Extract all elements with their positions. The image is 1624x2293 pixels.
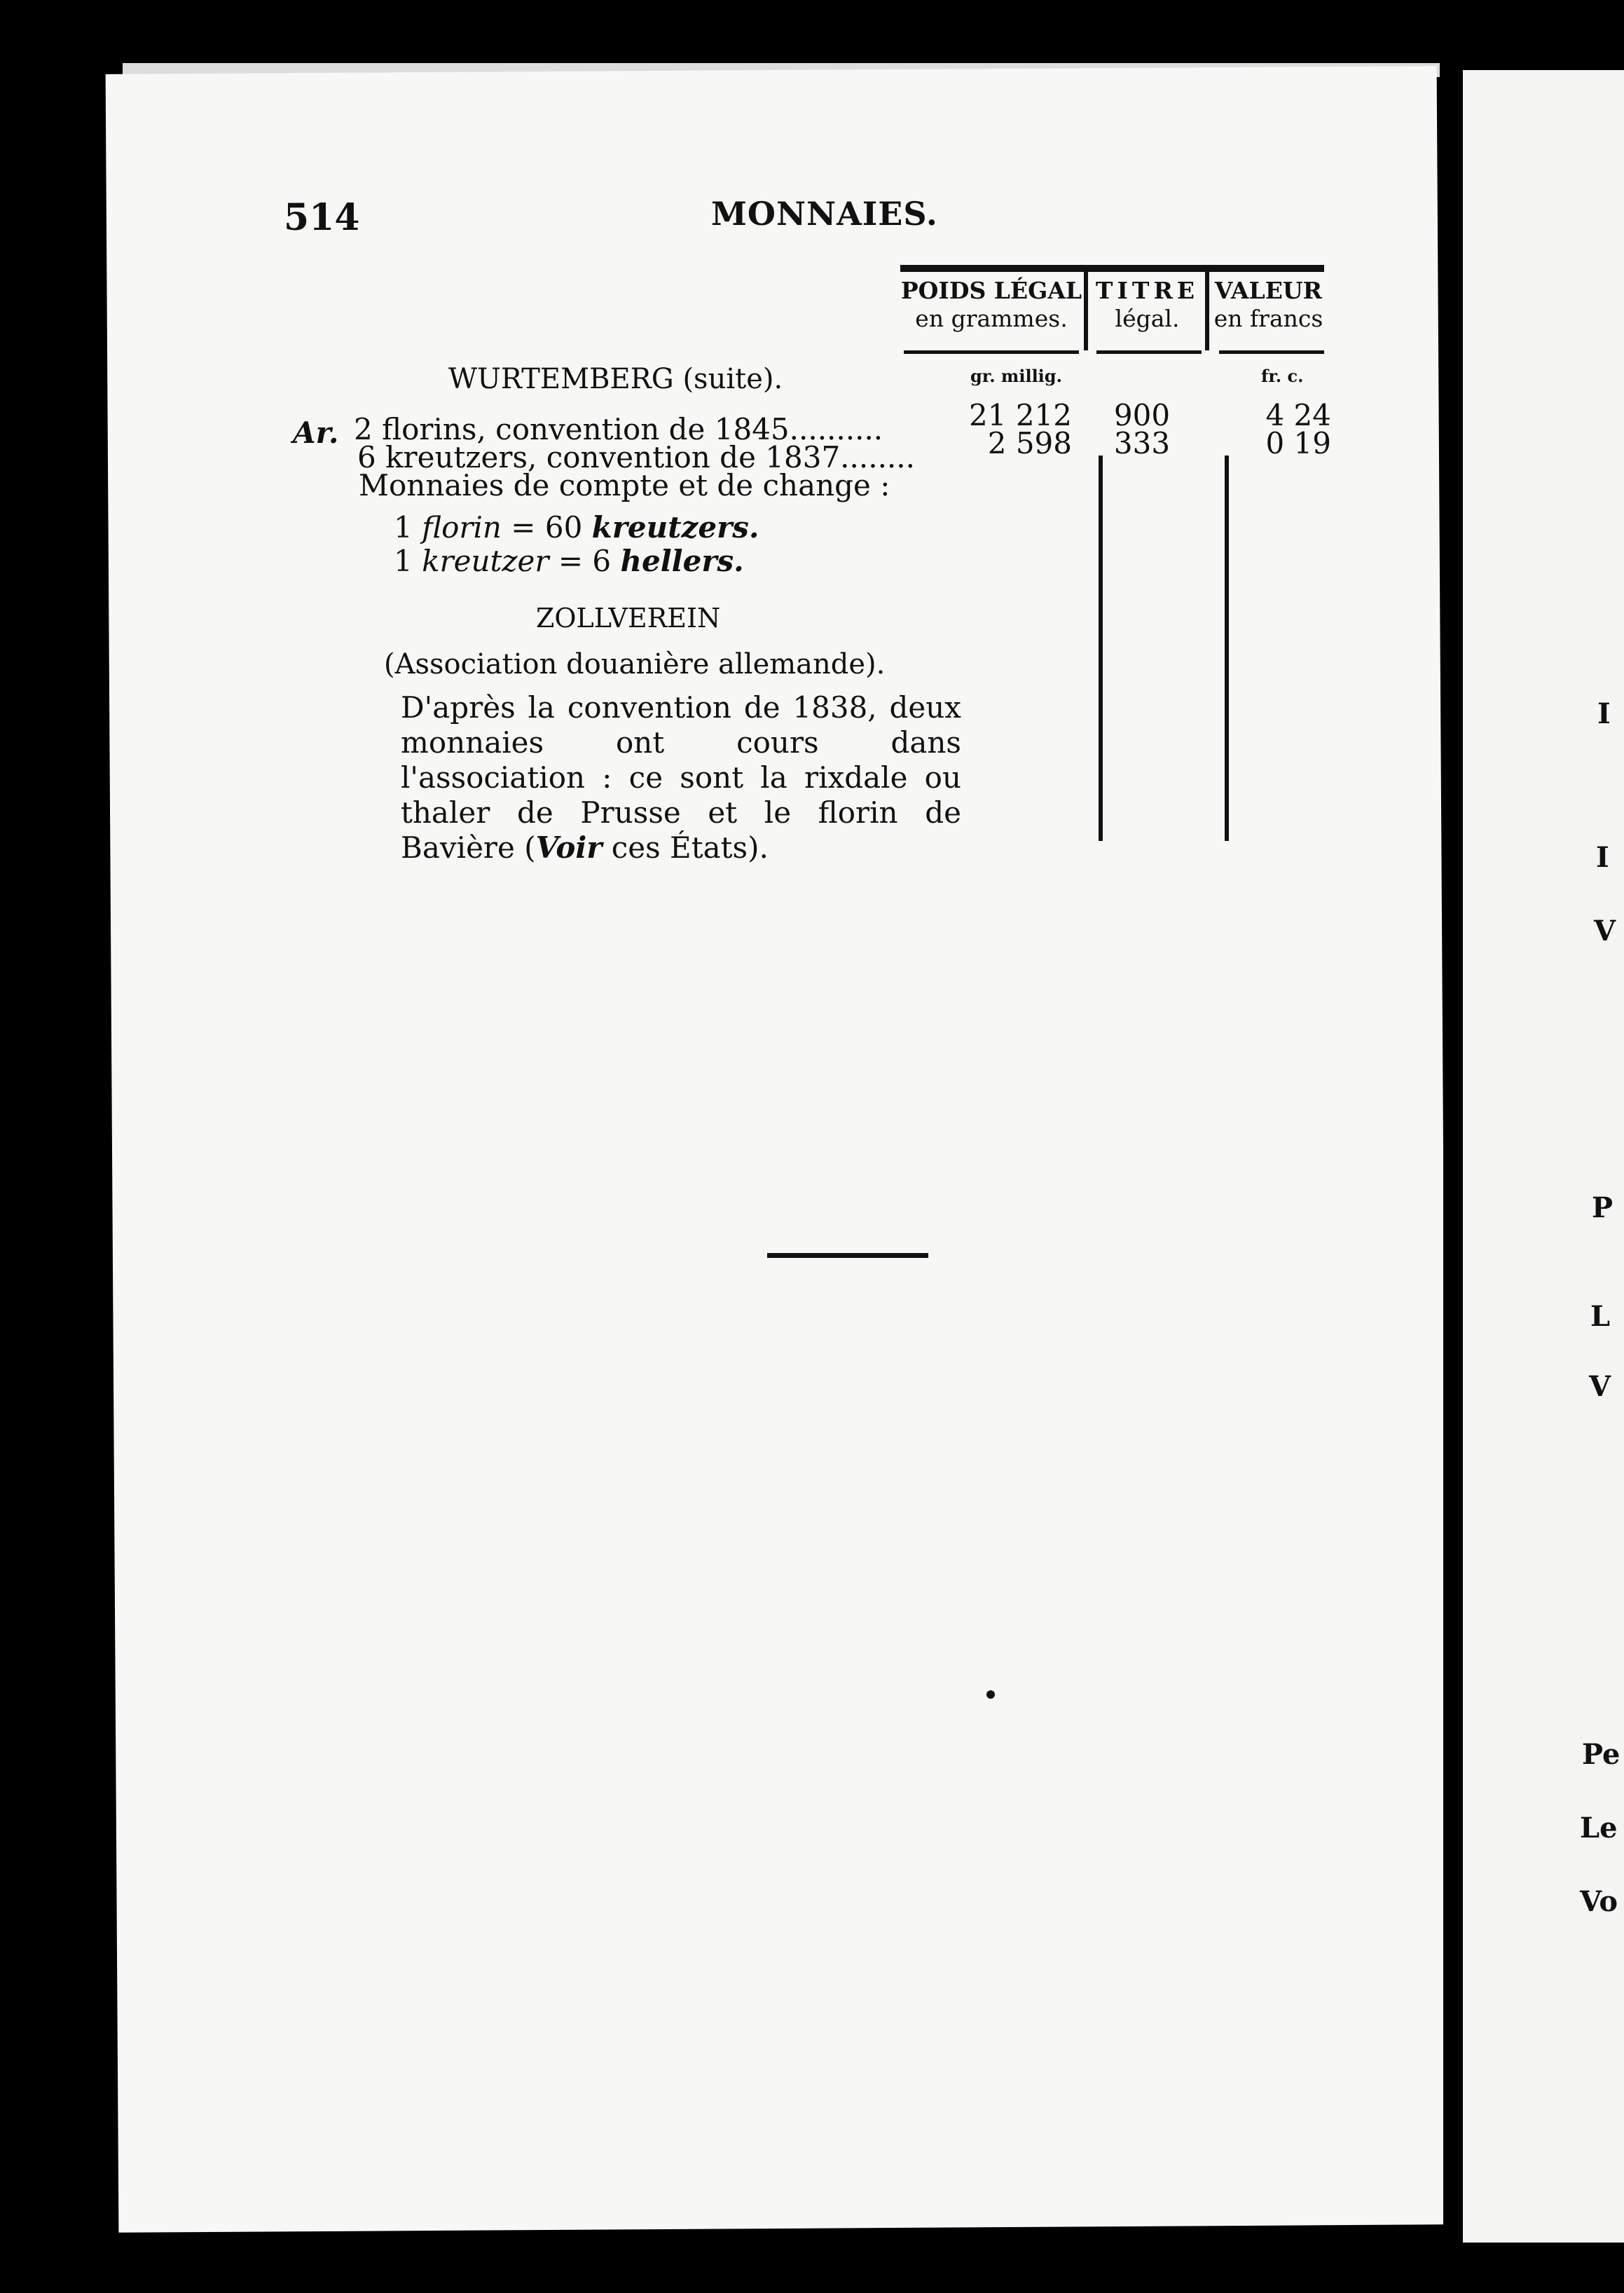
titre-value: 333 (1113, 426, 1171, 460)
running-head: MONNAIES. (711, 195, 938, 233)
column-header-valeur (1211, 277, 1326, 333)
facing-page-letter: Vo (1580, 1885, 1618, 1918)
column-divider (1099, 456, 1103, 841)
facing-page-letter: V (1589, 1370, 1611, 1403)
account-eq: = 6 (549, 544, 621, 578)
weight-value: 2 598 (987, 426, 1072, 460)
column-title: VALEUR (1214, 277, 1323, 304)
column-subtitle: en grammes. (915, 305, 1068, 332)
account-unit: kreutzers. (591, 510, 759, 545)
column-title: POIDS LÉGAL (900, 277, 1082, 304)
column-divider (1225, 456, 1229, 841)
paragraph-voir: Voir (535, 830, 603, 865)
facing-page-letter: V (1594, 915, 1616, 947)
paragraph-text-end: ces États). (602, 830, 769, 865)
valeur-value: 4 24 (1265, 398, 1331, 432)
column-header-titre (1089, 277, 1205, 333)
table-top-rule (900, 265, 1324, 272)
column-header-weight (900, 277, 1082, 333)
metal-label: Ar. (293, 416, 339, 450)
facing-page-letter: I (1597, 697, 1611, 730)
account-term: florin (422, 510, 502, 545)
weight-value: 21 212 (969, 398, 1072, 432)
account-line (394, 544, 744, 578)
ink-dot (986, 1690, 995, 1699)
facing-page-letter: I (1596, 841, 1609, 874)
end-rule (767, 1253, 928, 1258)
accounts-title: Monnaies de compte et de change : (359, 468, 890, 502)
column-rule (1219, 350, 1324, 354)
facing-page-letter: Pe (1582, 1738, 1620, 1771)
account-term: kreutzer (422, 544, 549, 578)
facing-page-letter: P (1592, 1191, 1613, 1224)
column-subtitle: légal. (1115, 305, 1180, 332)
column-rule (904, 350, 1079, 354)
valeur-value: 0 19 (1265, 426, 1331, 460)
account-eq: = 60 (501, 510, 592, 545)
column-subtitle: en francs (1213, 305, 1323, 332)
account-line (394, 510, 759, 545)
account-unit: hellers. (620, 544, 744, 578)
section-title-wurtemberg: WURTEMBERG (suite). (448, 363, 783, 395)
paragraph-text: D'après la convention de 1838, deux monnaies ont cours dans l'association : ce sont la rixdale ou thaler de Prusse et le florin de Bavière ( (401, 690, 961, 865)
section-title-zollverein: ZOLLVEREIN (536, 603, 721, 634)
unit-label-weight: gr. millig. (970, 366, 1062, 386)
coin-entry: 2 florins, convention de 1845.......... (354, 412, 883, 446)
facing-page-letter: Le (1580, 1812, 1618, 1844)
account-num: 1 (394, 544, 413, 578)
facing-page-letter: L (1590, 1300, 1611, 1333)
unit-label-value: fr. c. (1261, 366, 1304, 386)
account-num: 1 (394, 510, 413, 545)
column-rule (1096, 350, 1202, 354)
column-title: TITRE (1095, 277, 1199, 304)
book-gutter (1443, 63, 1463, 2264)
column-divider (1084, 272, 1088, 350)
coin-entry: 6 kreutzers, convention de 1837........ (357, 440, 915, 474)
column-divider (1205, 272, 1209, 350)
page-number: 514 (284, 196, 360, 239)
zollverein-paragraph (401, 690, 961, 865)
titre-value: 900 (1113, 398, 1171, 432)
section-subtitle: (Association douanière allemande). (384, 648, 886, 680)
